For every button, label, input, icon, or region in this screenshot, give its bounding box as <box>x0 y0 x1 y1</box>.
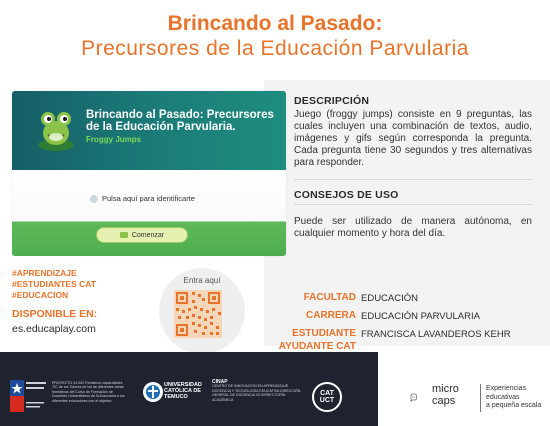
tagline-line: educativas <box>486 393 520 401</box>
divider <box>480 384 481 412</box>
cinap-block <box>212 380 307 402</box>
microcaps-word: caps <box>432 395 456 407</box>
start-button-label: Comenzar <box>131 231 165 239</box>
university-name-line: TEMUCO <box>164 394 188 400</box>
identify-label: Pulsa aquí para identificarte <box>102 194 195 203</box>
usage-heading: CONSEJOS DE USO <box>294 189 399 201</box>
hashtag[interactable]: #ESTUDIANTES CAT <box>12 279 96 289</box>
description-text: Juego (froggy jumps) consiste en 9 preguntas, las cuales incluyen una combinación de textos, audio, imágenes y gifs según corresponda la pregunta. Cada pregunta tiene 30 segundos y tres alternativas para responder. <box>294 109 532 168</box>
faculty-value: EDUCACIÓN <box>361 293 419 304</box>
student-label: ESTUDIANTE <box>292 328 356 339</box>
tagline-line: a pequeña escala <box>486 402 542 409</box>
university-logo <box>142 381 164 403</box>
divider <box>294 179 532 180</box>
user-icon <box>90 195 98 203</box>
government-logo <box>10 380 48 412</box>
career-value: EDUCACIÓN PARVULARIA <box>361 311 480 322</box>
assistant-label: AYUDANTE CAT <box>278 341 356 352</box>
identify-link[interactable] <box>90 194 195 203</box>
game-card[interactable] <box>12 91 286 256</box>
game-card-title: Brincando al Pasado: Precursores de la Educación Parvularia. <box>86 109 274 133</box>
cat-logo-line: UCT <box>319 397 335 404</box>
title-band <box>0 0 550 80</box>
availability-link[interactable]: es.educaplay.com <box>12 323 96 335</box>
government-text: PROYECTO 24.002 Fortalecer capacidades TIC de los Tutores de los de diferentes áreas formativas del Curso de Formación de Docentes Universitarios de la Araucanía a los diferentes educadores con el objetivo <box>52 381 125 403</box>
frog-icon <box>34 105 78 153</box>
game-card-body <box>12 170 286 256</box>
microcaps-wordmark <box>432 383 459 407</box>
tagline-line: Experiencias <box>486 385 527 392</box>
start-button[interactable] <box>96 227 188 243</box>
microcaps-tagline <box>486 385 541 411</box>
game-card-subtitle: Froggy Jumps <box>86 135 142 144</box>
game-card-header <box>12 91 286 170</box>
student-value: FRANCISCA LAVANDEROS KEHR <box>361 329 511 340</box>
university-name-line: CATÓLICA DE <box>164 388 201 394</box>
university-name-line: UNIVERSIDAD <box>164 382 202 388</box>
hashtag[interactable]: #EDUCACION <box>12 290 69 300</box>
usage-text: Puede ser utilizado de manera autónoma, en cualquier momento y hora del día. <box>294 216 532 239</box>
qr-code-icon[interactable] <box>174 290 222 338</box>
university-name <box>164 382 202 400</box>
cat-logo-line: CAT <box>320 390 334 397</box>
faculty-label: FACULTAD <box>303 292 356 303</box>
microcaps-logo-icon <box>410 383 432 413</box>
microcaps-word: micro <box>432 383 459 395</box>
cinap-heading: CINAP <box>212 379 228 385</box>
divider <box>294 204 532 205</box>
cat-uct-logo <box>312 382 342 412</box>
hashtag-list <box>12 268 96 301</box>
page-subtitle: Precursores de la Educación Parvularia <box>81 37 469 60</box>
page-title: Brincando al Pasado: <box>167 12 383 35</box>
qr-label: Entra aquí <box>183 276 221 285</box>
availability-label: DISPONIBLE EN: <box>12 308 98 320</box>
career-label: CARRERA <box>306 310 356 321</box>
cinap-text: CENTRO DE INNOVACIÓN EN APRENDIZAJE DOCENCIA Y TECNOLOGÍA EDUCATIVA DIRECCIÓN GENERAL DE DOCENCIA VICERRECTORÍA ACADÉMICA <box>212 384 301 402</box>
description-heading: DESCRIPCIÓN <box>294 95 370 107</box>
play-icon <box>120 232 128 238</box>
hashtag[interactable]: #APRENDIZAJE <box>12 268 77 278</box>
